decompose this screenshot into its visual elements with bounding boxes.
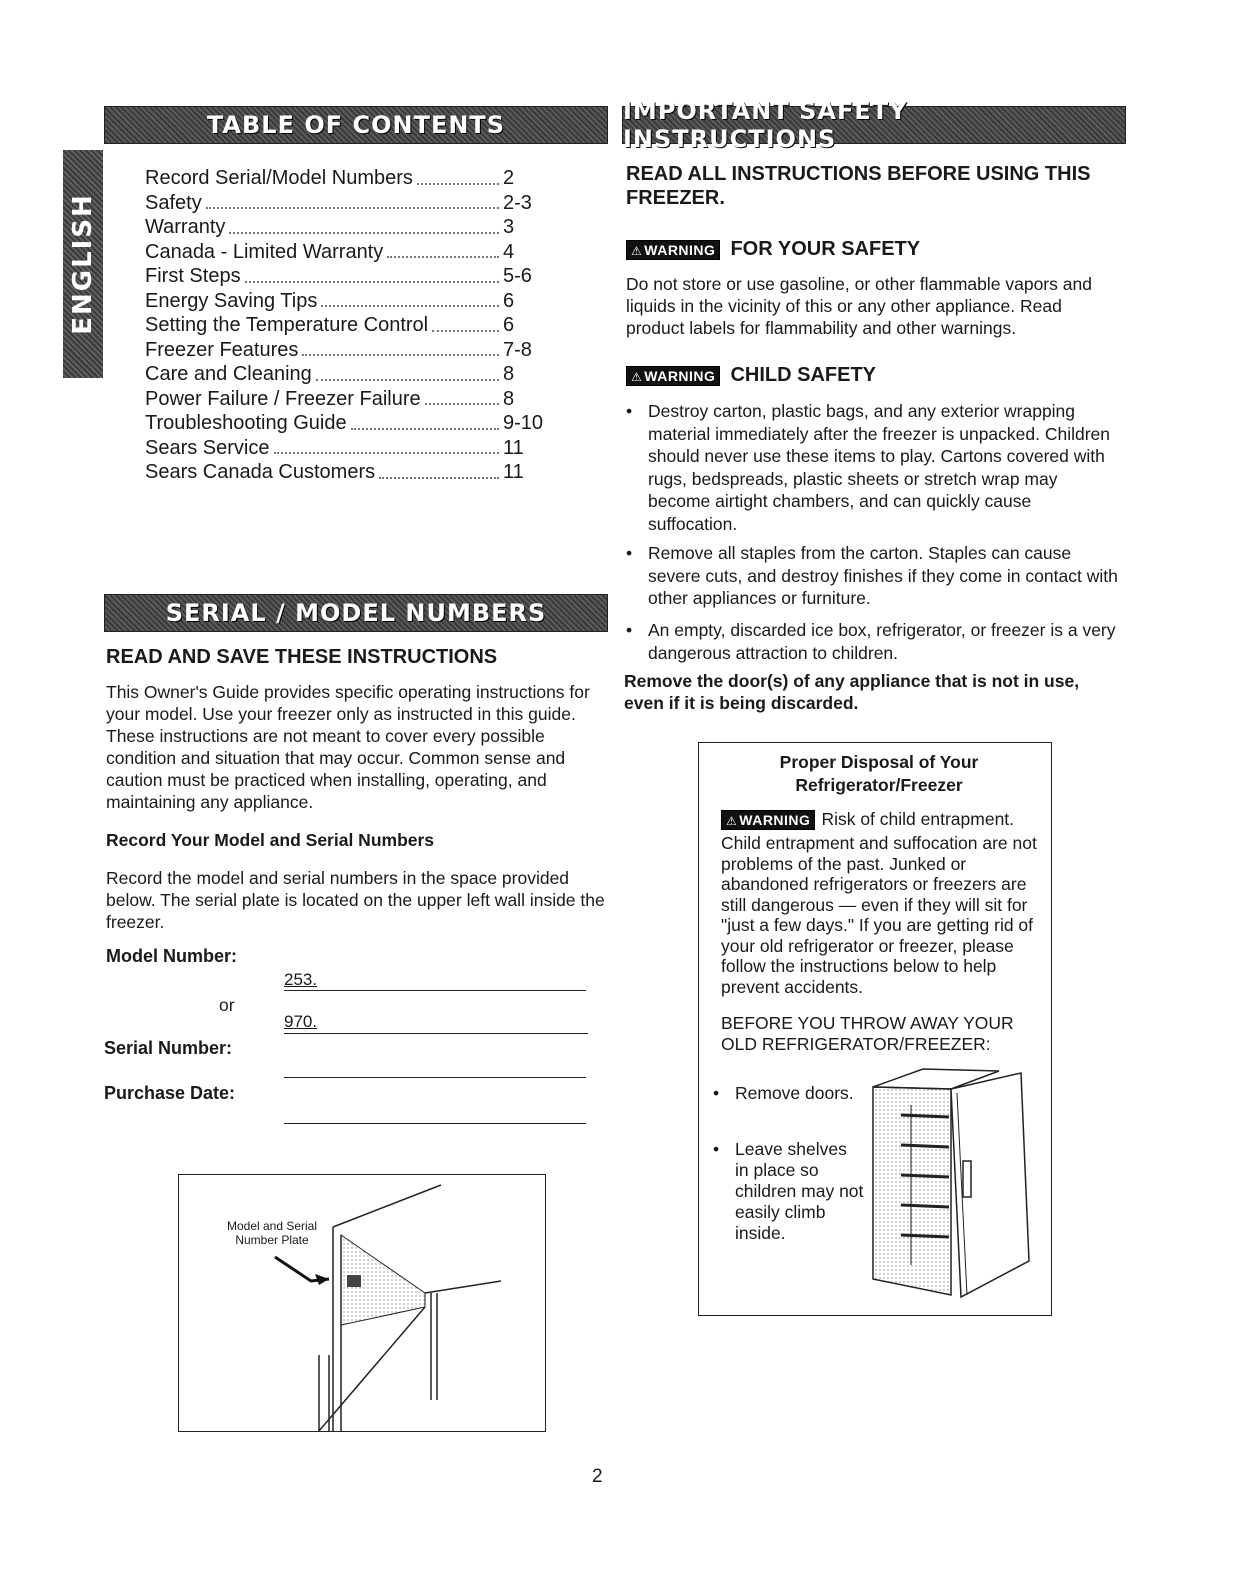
toc-entry [145,264,545,289]
toc-entry-page: 3 [503,216,515,238]
toc-entry [145,191,545,216]
toc-entry [145,460,545,485]
language-label: ENGLISH [68,193,98,335]
language-side-tab [63,150,103,378]
toc-dot-leader [387,240,499,259]
toc-dot-leader [432,313,499,332]
toc-entry [145,313,545,338]
safety-banner [622,97,1126,153]
toc-dot-leader [351,411,499,430]
toc-entry [145,289,545,314]
toc-entry-title: Power Failure / Freezer Failure [145,387,421,410]
toc-entry-page: 6 [503,314,515,336]
warning-triangle-icon: ⚠ [631,369,643,384]
table-of-contents [145,166,545,485]
toc-banner-title: TABLE OF CONTENTS [206,111,506,139]
serial-number-line[interactable] [284,1077,586,1078]
toc-entry-title: Canada - Limited Warranty [145,240,384,263]
serial-plate-diagram [178,1174,546,1432]
toc-dot-leader [379,460,499,479]
toc-entry-page: 7-8 [503,338,532,361]
toc-entry-title: Sears Service [145,436,270,459]
toc-entry-title: Record Serial/Model Numbers [145,167,413,189]
child-safety-bullet: • Destroy carton, plastic bags, and any exterior wrapping material immediately after the freezer is unpacked. Children should never use these items to play. Cartons covered with rugs, bedspreads, plastic sheets or stretch wrap may become airtight chambers, and can quickly cause suffocation. [622,400,1124,535]
purchase-date-line[interactable] [284,1123,586,1124]
disposal-bullet: • Leave shelves in place so children may not easily climb inside. [709,1139,865,1244]
safety-banner-title: IMPORTANT SAFETY INSTRUCTIONS [623,97,908,153]
read-all-instructions-heading: READ ALL INSTRUCTIONS BEFORE USING THIS FREEZER. [626,163,1091,209]
risk-line: ⚠ WARNING Risk of child entrapment. [721,809,1014,830]
toc-dot-leader [206,191,499,210]
toc-entry-title: Freezer Features [145,338,299,361]
for-your-safety-text: Do not store or use gasoline, or other flammable vapors and liquids in the vicinity of this or any other appliance. Read product labels for flammability and other warnings. [626,274,1092,338]
toc-entry-page: 4 [503,240,515,263]
toc-entry-title: Setting the Temperature Control [145,314,429,336]
warning-badge: ⚠ WARNING [721,810,815,830]
disposal-title: Proper Disposal of Your Refrigerator/Freezer [779,752,979,795]
warning-triangle-icon: ⚠ [726,813,738,828]
toc-entry [145,338,545,363]
warning-triangle-icon: ⚠ [631,243,643,258]
toc-entry-page: 5-6 [503,265,532,287]
toc-entry-title: Warranty [145,216,226,238]
toc-entry-page: 11 [503,461,524,483]
page-number: 2 [592,1466,603,1487]
toc-entry-page: 11 [503,436,524,459]
read-save-heading: READ AND SAVE THESE INSTRUCTIONS [106,646,498,668]
toc-dot-leader [425,387,499,406]
model-number-line-2[interactable] [284,1033,588,1034]
record-heading: Record Your Model and Serial Numbers [106,830,435,850]
model-number-line-1[interactable] [284,990,586,991]
toc-entry-page: 8 [503,363,515,385]
for-your-safety-heading: ⚠ WARNING FOR YOUR SAFETY [626,238,920,261]
disposal-text: Child entrapment and suffocation are not problems of the past. Junked or abandoned refrigerators or freezers are still dangerous — even if they will sit for "just a few days." If you are getting rid of your old refrigerator or freezer, please follow the instructions below to help prevent accidents. [721,833,1037,997]
toc-entry [145,436,545,461]
toc-dot-leader [321,289,499,308]
toc-banner [104,106,608,144]
freezer-corner-illustration [179,1175,545,1431]
model-number-label: Model Number: [106,946,238,966]
open-freezer-illustration [871,1065,1031,1305]
child-safety-heading: ⚠ WARNING CHILD SAFETY [626,364,876,387]
toc-dot-leader [229,215,499,234]
toc-entry-title: Sears Canada Customers [145,461,376,483]
toc-dot-leader [316,362,499,381]
remove-doors-notice: Remove the door(s) of any appliance that is not in use, even if it is being discarded. [624,671,1080,713]
owners-guide-intro: This Owner's Guide provides specific operating instructions for your model. Use your freezer only as instructed in this guide. These instructions are not meant to cover every possible condition and situation that may occur. Common sense and caution must be practiced when installing, operating, and maintaining any appliance. [106,682,590,812]
toc-entry-title: Troubleshooting Guide [145,412,347,434]
toc-dot-leader [417,166,499,185]
disposal-bullet: • Remove doors. [709,1083,855,1104]
warning-badge: ⚠ WARNING [626,366,720,386]
purchase-date-label: Purchase Date: [104,1083,236,1103]
warning-badge: ⚠ WARNING [626,240,720,260]
or-label: or [219,995,235,1015]
serial-banner [104,594,608,632]
toc-entry-page: 9-10 [503,412,544,434]
toc-dot-leader [274,436,500,455]
toc-entry-page: 6 [503,289,515,312]
serial-banner-title: SERIAL / MODEL NUMBERS [165,599,547,627]
child-safety-bullet: • An empty, discarded ice box, refrigerator, or freezer is a very dangerous attraction to children. [622,619,1124,664]
toc-entry [145,215,545,240]
disposal-box [698,742,1052,1316]
diagram-caption: Model and Serial Number Plate [226,1219,318,1247]
toc-entry [145,362,545,387]
child-safety-bullet: • Remove all staples from the carton. Staples can cause severe cuts, and destroy finishes if they come in contact with other appliances or furniture. [622,542,1124,610]
model-prefix-970: 970. [284,1012,318,1031]
toc-entry [145,166,545,191]
toc-entry-title: Care and Cleaning [145,363,312,385]
toc-dot-leader [245,264,499,283]
record-text: Record the model and serial numbers in the space provided below. The serial plate is located on the upper left wall inside the freezer. [106,868,605,932]
model-prefix-253: 253. [284,970,318,989]
toc-entry [145,240,545,265]
toc-entry-title: Safety [145,191,202,214]
toc-entry-page: 2 [503,167,515,189]
toc-dot-leader [302,338,499,357]
toc-entry [145,411,545,436]
toc-entry-page: 8 [503,387,515,410]
toc-entry [145,387,545,412]
toc-entry-title: First Steps [145,265,241,287]
before-you-throw: BEFORE YOU THROW AWAY YOUR OLD REFRIGERATOR/FREEZER: [721,1013,1014,1054]
toc-entry-page: 2-3 [503,191,532,214]
toc-entry-title: Energy Saving Tips [145,289,318,312]
serial-number-label: Serial Number: [104,1038,233,1058]
